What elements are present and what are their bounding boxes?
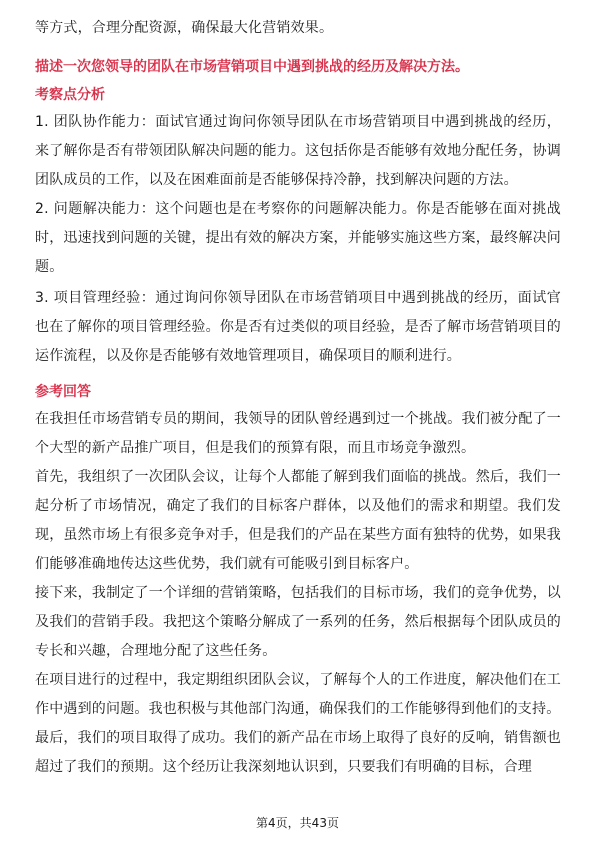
answer-heading: 参考回答 bbox=[35, 384, 91, 400]
answer-paragraph-2: 首先，我组织了一次团队会议，让每个人都能了解到我们面临的挑战。然后，我们一起分析了市场情况，确定了我们的目标客户群体，以及他们的需求和期望。我们发现，虽然市场上有很多竞争对手，但是我们的产品在某些方面有独特的优势，如果我们能够准确地传达这些优势，我们就有可能吸引到目标客户。 bbox=[35, 469, 561, 572]
document-page bbox=[35, 14, 561, 782]
page-footer: 第4页，共43页 bbox=[256, 816, 339, 830]
analysis-point-2: 2. 问题解决能力：这个问题也是在考察你的问题解决能力。你是否能够在面对挑战时，迅速找到问题的关键，提出有效的解决方案，并能够实施这些方案，最终解决问题。 bbox=[35, 201, 561, 275]
answer-paragraph-1: 在我担任市场营销专员的期间，我领导的团队曾经遇到过一个挑战。我们被分配了一个大型的新产品推广项目，但是我们的预算有限，而且市场竞争激烈。 bbox=[35, 411, 561, 456]
analysis-point-1: 1. 团队协作能力：面试官通过询问你领导团队在市场营销项目中遇到挑战的经历，来了解你是否有带领团队解决问题的能力。这包括你是否能够有效地分配任务，协调团队成员的工作，以及在困难面前是否能够保持冷静，找到解决问题的方法。 bbox=[35, 114, 561, 188]
answer-paragraph-3: 接下来，我制定了一个详细的营销策略，包括我们的目标市场，我们的竞争优势，以及我们的营销手段。我把这个策略分解成了一系列的任务，然后根据每个团队成员的专长和兴趣，合理地分配了这些任务。 bbox=[35, 585, 561, 659]
analysis-point-3: 3. 项目管理经验：通过询问你领导团队在市场营销项目中遇到挑战的经历，面试官也在了解你的项目管理经验。你是否有过类似的项目经验，是否了解市场营销项目的运作流程，以及你是否能够有效地管理项目，确保项目的顺利进行。 bbox=[35, 290, 561, 364]
continued-paragraph: 等方式，合理分配资源，确保最大化营销效果。 bbox=[35, 20, 334, 36]
answer-paragraph-5: 最后，我们的项目取得了成功。我们的新产品在市场上取得了良好的反响，销售额也超过了我们的预期。这个经历让我深刻地认识到，只要我们有明确的目标，合理 bbox=[35, 730, 561, 775]
analysis-heading: 考察点分析 bbox=[35, 87, 105, 103]
question-title: 描述一次您领导的团队在市场营销项目中遇到挑战的经历及解决方法。 bbox=[35, 59, 469, 75]
answer-paragraph-4: 在项目进行的过程中，我定期组织团队会议，了解每个人的工作进度，解决他们在工作中遇到的问题。我也积极与其他部门沟通，确保我们的工作能够得到他们的支持。 bbox=[35, 672, 561, 717]
